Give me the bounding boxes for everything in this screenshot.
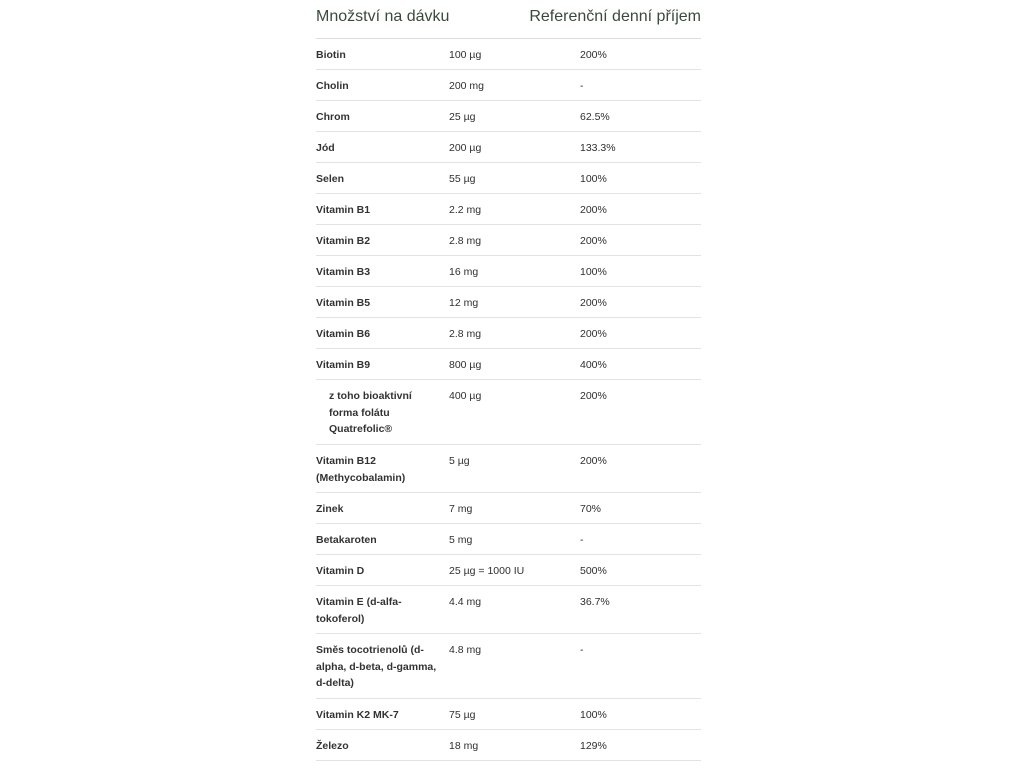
table-row xyxy=(316,380,701,445)
nutrient-name: Vitamin B2 xyxy=(316,235,371,247)
daily-reference-percent: - xyxy=(580,534,584,546)
amount-per-dose: 5 µg xyxy=(449,455,470,467)
table-row xyxy=(316,287,701,318)
daily-reference-percent: 200% xyxy=(580,235,607,247)
table-row xyxy=(316,555,701,586)
table-row xyxy=(316,634,701,699)
daily-reference-percent: 200% xyxy=(580,328,607,340)
amount-per-dose: 55 µg xyxy=(449,173,476,185)
table-row xyxy=(316,101,701,132)
amount-per-dose: 25 µg = 1000 IU xyxy=(449,565,525,577)
amount-per-dose: 18 mg xyxy=(449,740,479,752)
daily-reference-percent: 200% xyxy=(580,390,607,402)
table-row xyxy=(316,70,701,101)
nutrient-name: Vitamin B5 xyxy=(316,297,371,309)
nutrient-name: Chrom xyxy=(316,111,350,123)
nutrient-name: Vitamin B3 xyxy=(316,266,371,278)
nutrient-name: Biotin xyxy=(316,49,346,61)
table-row xyxy=(316,318,701,349)
nutrient-name: Vitamin B6 xyxy=(316,328,371,340)
daily-reference-percent: - xyxy=(580,80,584,92)
daily-reference-percent: 200% xyxy=(580,455,607,467)
table-row xyxy=(316,194,701,225)
nutrient-name: Zinek xyxy=(316,503,344,515)
amount-per-dose: 25 µg xyxy=(449,111,476,123)
nutrient-name: Vitamin B12 (Methycobalamin) xyxy=(316,455,406,484)
table-row xyxy=(316,132,701,163)
amount-per-dose: 100 µg xyxy=(449,49,482,61)
daily-reference-percent: 133.3% xyxy=(580,142,616,154)
daily-reference-percent: 400% xyxy=(580,359,607,371)
nutrient-name: Vitamin E (d-alfa-tokoferol) xyxy=(316,596,402,625)
amount-per-dose: 400 µg xyxy=(449,390,482,402)
table-row xyxy=(316,225,701,256)
nutrient-name: Vitamin B9 xyxy=(316,359,371,371)
daily-reference-intake-heading: Referenční denní příjem xyxy=(529,8,701,25)
nutrient-name: Jód xyxy=(316,142,335,154)
daily-reference-percent: - xyxy=(580,644,584,656)
table-row xyxy=(316,586,701,634)
nutrient-name: Selen xyxy=(316,173,345,185)
amount-per-dose: 4.8 mg xyxy=(449,644,482,656)
nutrient-name: Cholin xyxy=(316,80,349,92)
amount-per-dose: 5 mg xyxy=(449,534,473,546)
nutrition-table xyxy=(316,0,701,761)
daily-reference-percent: 200% xyxy=(580,297,607,309)
daily-reference-percent: 100% xyxy=(580,173,607,185)
daily-reference-percent: 70% xyxy=(580,503,602,515)
nutrient-name: Vitamin B1 xyxy=(316,204,371,216)
table-row xyxy=(316,493,701,524)
amount-per-dose: 4.4 mg xyxy=(449,596,482,608)
nutrient-name: Vitamin K2 MK-7 xyxy=(316,709,399,721)
amount-per-dose: 2.2 mg xyxy=(449,204,482,216)
amount-per-dose: 200 mg xyxy=(449,80,485,92)
amount-per-dose: 800 µg xyxy=(449,359,482,371)
nutrient-name: Směs tocotrienolů (d-alpha, d-beta, d-gamma, d-delta) xyxy=(316,644,437,689)
table-body xyxy=(316,39,701,761)
daily-reference-percent: 200% xyxy=(580,204,607,216)
table-row xyxy=(316,524,701,555)
amount-per-dose: 7 mg xyxy=(449,503,473,515)
table-row xyxy=(316,349,701,380)
amount-per-dose-heading: Množství na dávku xyxy=(316,8,450,25)
daily-reference-percent: 36.7% xyxy=(580,596,610,608)
daily-reference-percent: 129% xyxy=(580,740,607,752)
daily-reference-percent: 500% xyxy=(580,565,607,577)
daily-reference-percent: 100% xyxy=(580,266,607,278)
amount-per-dose: 200 µg xyxy=(449,142,482,154)
nutrient-name: Železo xyxy=(316,740,349,752)
daily-reference-percent: 200% xyxy=(580,49,607,61)
table-row xyxy=(316,163,701,194)
amount-per-dose: 75 µg xyxy=(449,709,476,721)
amount-per-dose: 2.8 mg xyxy=(449,235,482,247)
amount-per-dose: 12 mg xyxy=(449,297,479,309)
amount-per-dose: 16 mg xyxy=(449,266,479,278)
nutrient-name: Vitamin D xyxy=(316,565,365,577)
table-row xyxy=(316,39,701,70)
nutrient-name: z toho bioaktivní forma folátu Quatrefolic® xyxy=(329,390,412,435)
table-row xyxy=(316,699,701,730)
table-header xyxy=(316,0,701,39)
nutrient-name: Betakaroten xyxy=(316,534,377,546)
table-row xyxy=(316,445,701,493)
daily-reference-percent: 62.5% xyxy=(580,111,610,123)
table-row xyxy=(316,730,701,761)
daily-reference-percent: 100% xyxy=(580,709,607,721)
table-row xyxy=(316,256,701,287)
amount-per-dose: 2.8 mg xyxy=(449,328,482,340)
